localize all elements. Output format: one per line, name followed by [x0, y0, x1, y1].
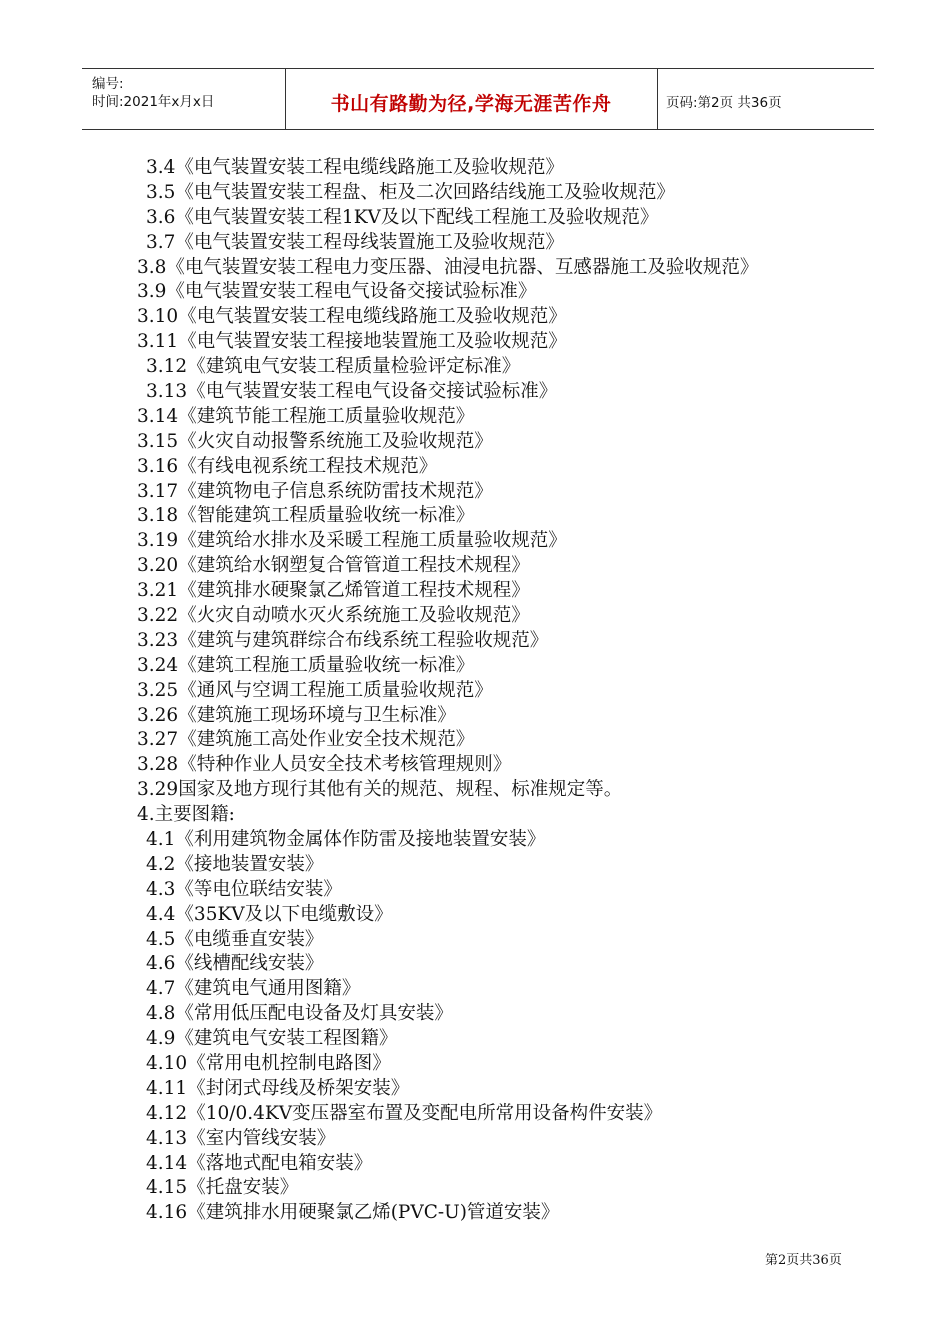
header-page-info: 页码:第2页 共36页	[666, 95, 782, 111]
list-item: 3.29国家及地方现行其他有关的规范、规程、标准规定等。	[137, 779, 623, 800]
header-page-cell	[658, 69, 874, 129]
list-item: 3.14《建筑节能工程施工质量验收规范》	[137, 406, 475, 427]
header-left-cell	[82, 69, 286, 129]
page-header	[82, 68, 874, 130]
list-item: 4.13《室内管线安装》	[146, 1128, 336, 1149]
list-item: 3.9《电气装置安装工程电气设备交接试验标准》	[137, 281, 537, 302]
list-item: 4.5《电缆垂直安装》	[146, 929, 324, 950]
list-item: 4.12《10/0.4KV变压器室布置及变配电所常用设备构件安装》	[146, 1103, 663, 1124]
list-item: 4.2《接地装置安装》	[146, 854, 324, 875]
header-motto: 书山有路勤为径,学海无涯苦作舟	[330, 93, 612, 115]
list-item: 3.21《建筑排水硬聚氯乙烯管道工程技术规程》	[137, 580, 530, 601]
document-number-label: 编号:	[92, 76, 124, 92]
list-item: 3.8《电气装置安装工程电力变压器、油浸电抗器、互感器施工及验收规范》	[137, 257, 759, 278]
list-item: 3.22《火灾自动喷水灭火系统施工及验收规范》	[137, 605, 530, 626]
list-item: 3.25《通风与空调工程施工质量验收规范》	[137, 680, 493, 701]
list-item: 4.11《封闭式母线及桥架安装》	[146, 1078, 410, 1099]
document-time-label: 时间:2021年x月x日	[92, 94, 215, 110]
list-item: 3.10《电气装置安装工程电缆线路施工及验收规范》	[137, 306, 567, 327]
list-item: 3.5《电气装置安装工程盘、柜及二次回路结线施工及验收规范》	[146, 182, 675, 203]
list-item: 4.16《建筑排水用硬聚氯乙烯(PVC-U)管道安装》	[146, 1202, 560, 1223]
list-item: 4.4《35KV及以下电缆敷设》	[146, 904, 393, 925]
list-item: 3.28《特种作业人员安全技术考核管理规则》	[137, 754, 512, 775]
section-heading: 4.主要图籍:	[137, 804, 235, 825]
list-item: 3.16《有线电视系统工程技术规范》	[137, 456, 438, 477]
list-item: 3.23《建筑与建筑群综合布线系统工程验收规范》	[137, 630, 549, 651]
list-item: 3.27《建筑施工高处作业安全技术规范》	[137, 729, 475, 750]
list-item: 4.14《落地式配电箱安装》	[146, 1153, 373, 1174]
list-item: 3.6《电气装置安装工程1KV及以下配线工程施工及验收规范》	[146, 207, 659, 228]
list-item: 3.26《建筑施工现场环境与卫生标准》	[137, 705, 456, 726]
list-item: 4.7《建筑电气通用图籍》	[146, 978, 361, 999]
list-item: 3.20《建筑给水钢塑复合管管道工程技术规程》	[137, 555, 530, 576]
list-item: 3.4《电气装置安装工程电缆线路施工及验收规范》	[146, 157, 564, 178]
list-item: 4.3《等电位联结安装》	[146, 879, 342, 900]
list-item: 4.10《常用电机控制电路图》	[146, 1053, 391, 1074]
list-item: 4.15《托盘安装》	[146, 1177, 299, 1198]
list-item: 3.15《火灾自动报警系统施工及验收规范》	[137, 431, 493, 452]
list-item: 3.18《智能建筑工程质量验收统一标准》	[137, 505, 475, 526]
list-item: 4.6《线槽配线安装》	[146, 953, 324, 974]
header-motto-cell	[285, 69, 658, 129]
list-item: 4.8《常用低压配电设备及灯具安装》	[146, 1003, 453, 1024]
list-item: 4.1《利用建筑物金属体作防雷及接地装置安装》	[146, 829, 546, 850]
list-item: 4.9《建筑电气安装工程图籍》	[146, 1028, 398, 1049]
page-footer: 第2页共36页	[765, 1253, 842, 1268]
list-item: 3.12《建筑电气安装工程质量检验评定标准》	[146, 356, 521, 377]
list-item: 3.11《电气装置安装工程接地装置施工及验收规范》	[137, 331, 567, 352]
list-item: 3.17《建筑物电子信息系统防雷技术规范》	[137, 481, 493, 502]
list-item: 3.19《建筑给水排水及采暖工程施工质量验收规范》	[137, 530, 567, 551]
list-item: 3.13《电气装置安装工程电气设备交接试验标准》	[146, 381, 558, 402]
list-item: 3.24《建筑工程施工质量验收统一标准》	[137, 655, 475, 676]
list-item: 3.7《电气装置安装工程母线装置施工及验收规范》	[146, 232, 564, 253]
